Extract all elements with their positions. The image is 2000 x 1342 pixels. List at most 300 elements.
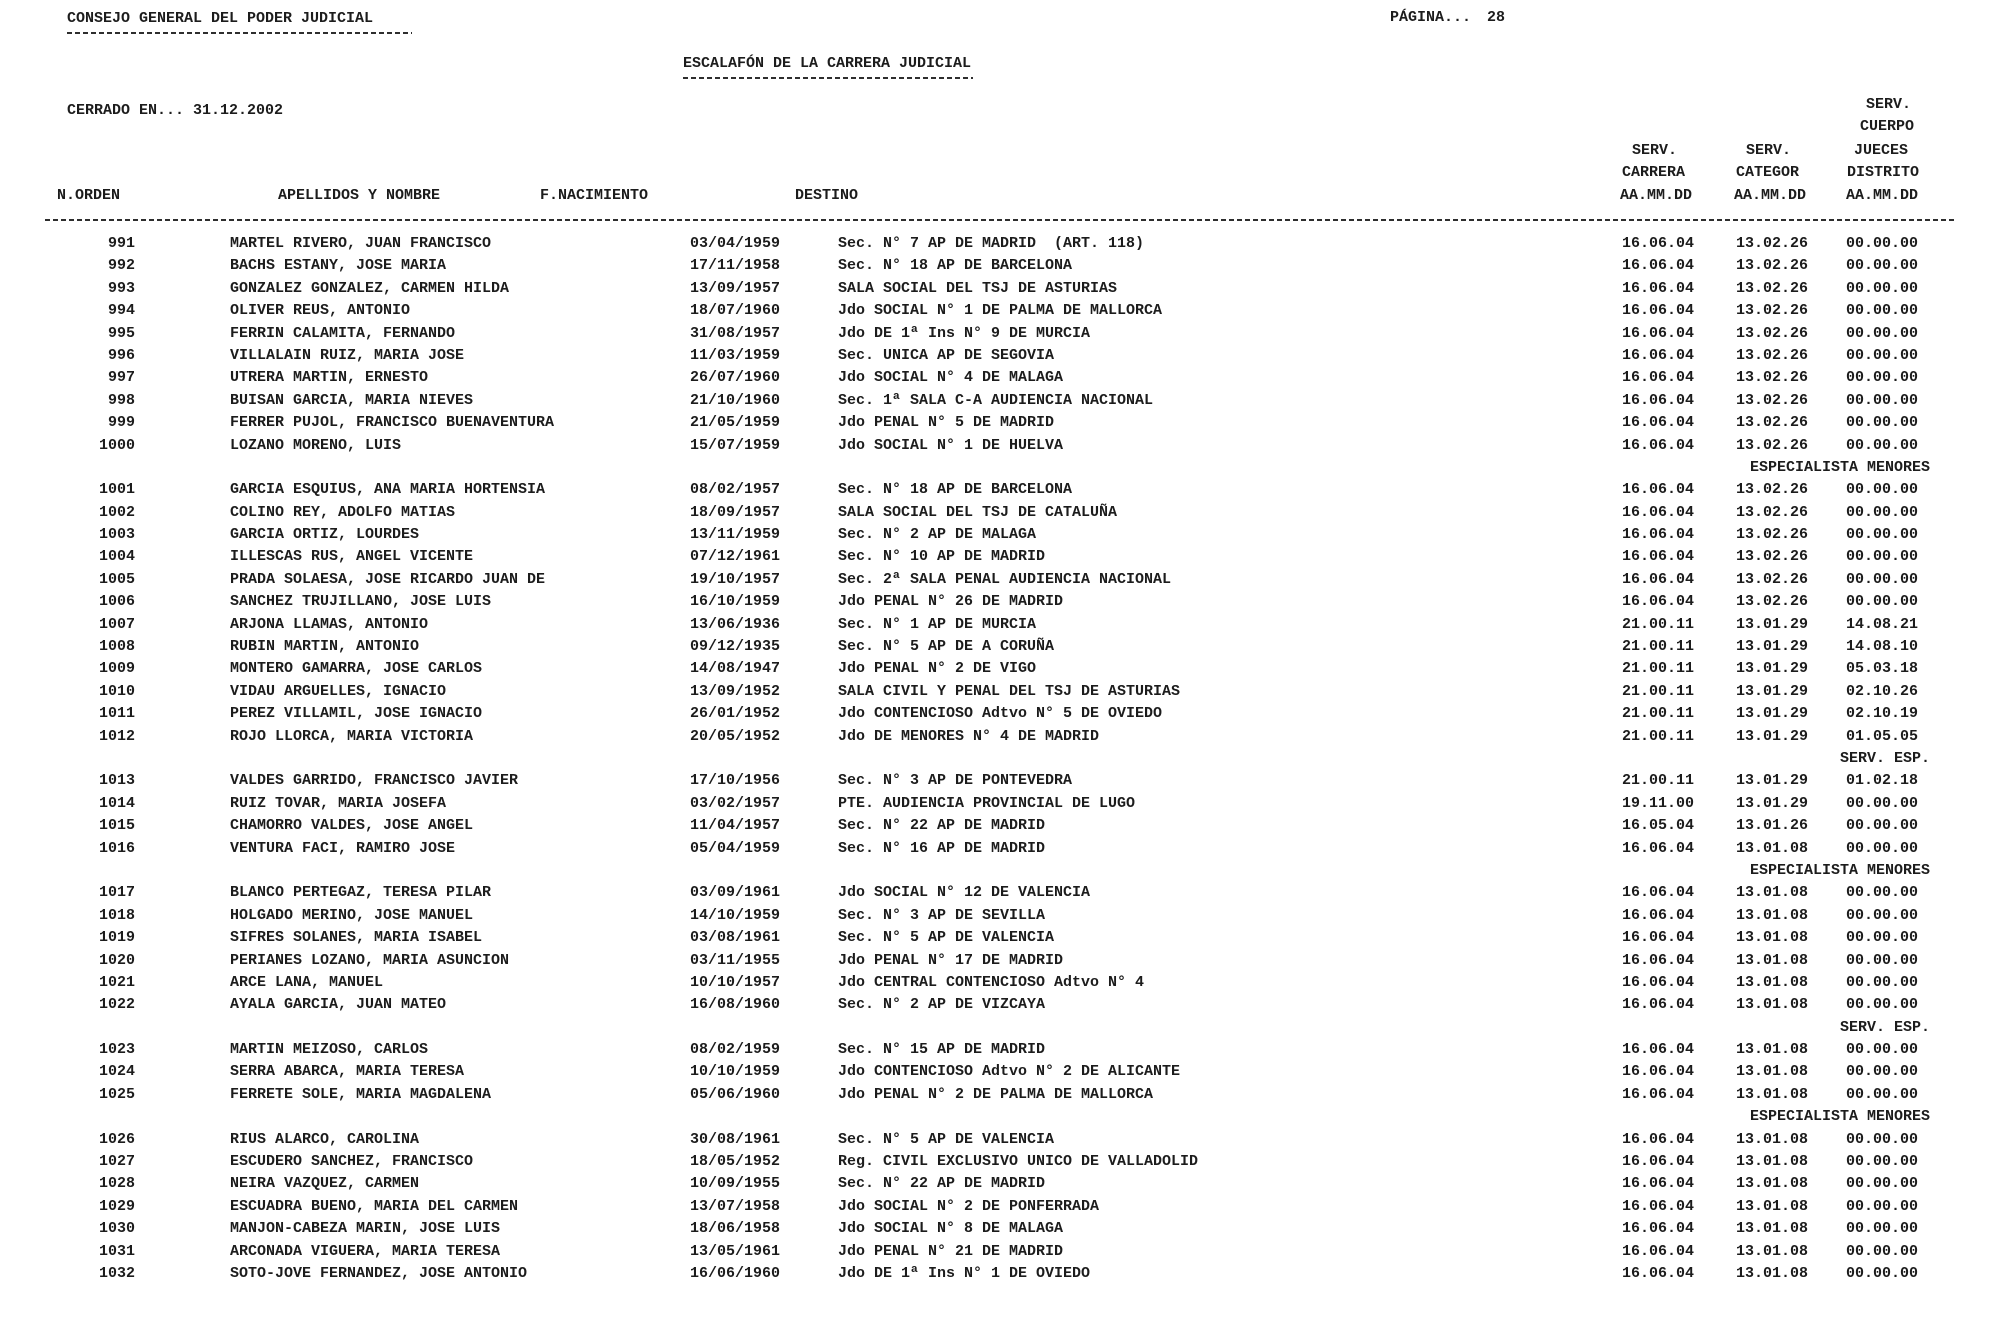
serv-carrera-value: 16.06.04 <box>1622 1220 1695 1238</box>
table-row <box>0 996 2000 1018</box>
col-f-nacimiento-header: F.NACIMIENTO <box>540 187 649 204</box>
group-note: ESPECIALISTA MENORES <box>1749 458 1930 476</box>
order-number: 1013 <box>98 772 135 790</box>
serv-categor-value: 13.01.08 <box>1736 1175 1809 1193</box>
order-number: 1003 <box>98 526 135 544</box>
destination: Sec. 2ª SALA PENAL AUDIENCIA NACIONAL <box>838 570 1172 588</box>
birth-date: 18/06/1958 <box>690 1220 781 1238</box>
serv-distrito-value: 00.00.00 <box>1846 570 1919 588</box>
serv-categor-value: 13.01.08 <box>1736 1197 1809 1215</box>
serv-categor-value: 13.01.08 <box>1736 1153 1809 1171</box>
birth-date: 13/09/1952 <box>690 682 781 700</box>
order-number: 995 <box>107 324 135 342</box>
serv-categor-value: 13.02.26 <box>1736 279 1809 297</box>
destination: Jdo SOCIAL N° 1 DE PALMA DE MALLORCA <box>838 302 1163 320</box>
birth-date: 03/04/1959 <box>690 235 781 252</box>
table-row <box>0 347 2000 369</box>
serv-carrera-value: 21.00.11 <box>1622 615 1695 633</box>
order-number: 993 <box>107 279 135 297</box>
serv-categor-value: 13.01.29 <box>1736 638 1809 656</box>
serv-carrera-value: 16.06.04 <box>1622 1130 1695 1148</box>
destination: Sec. N° 3 AP DE PONTEVEDRA <box>838 772 1073 790</box>
birth-date: 21/05/1959 <box>690 414 781 432</box>
destination: Jdo SOCIAL N° 4 DE MALAGA <box>838 369 1064 387</box>
serv-distrito-value: 00.00.00 <box>1846 235 1919 252</box>
group-note: ESPECIALISTA MENORES <box>1749 1108 1930 1126</box>
destination: Jdo PENAL N° 26 DE MADRID <box>838 593 1064 611</box>
serv-distrito-value: 00.00.00 <box>1846 1175 1919 1193</box>
order-number: 992 <box>107 257 135 275</box>
person-name: ILLESCAS RUS, ANGEL VICENTE <box>230 548 474 566</box>
table-row <box>0 1198 2000 1220</box>
table-row <box>0 392 2000 414</box>
serv-distrito-value: 00.00.00 <box>1846 346 1919 364</box>
serv-distrito-value: 00.00.00 <box>1846 1063 1919 1081</box>
destination: Sec. N° 18 AP DE BARCELONA <box>838 481 1073 499</box>
serv-categor-value: 13.01.08 <box>1736 1242 1809 1260</box>
birth-date: 11/03/1959 <box>690 346 781 364</box>
person-name: SERRA ABARCA, MARIA TERESA <box>230 1063 465 1081</box>
destination: SALA SOCIAL DEL TSJ DE ASTURIAS <box>838 279 1118 297</box>
group-note-row <box>0 1108 2000 1130</box>
person-name: MONTERO GAMARRA, JOSE CARLOS <box>230 660 483 678</box>
birth-date: 13/11/1959 <box>690 526 781 544</box>
serv-distrito-value: 00.00.00 <box>1846 369 1919 387</box>
person-name: PEREZ VILLAMIL, JOSE IGNACIO <box>230 705 483 723</box>
birth-date: 13/05/1961 <box>690 1242 781 1260</box>
table-row <box>0 481 2000 503</box>
birth-date: 26/01/1952 <box>690 705 781 723</box>
serv-carrera-value: 16.06.04 <box>1622 929 1695 947</box>
serv-categor-value: 13.02.26 <box>1736 235 1809 252</box>
serv-categor-value: 13.01.29 <box>1736 615 1809 633</box>
serv-categor-value: 13.01.29 <box>1736 705 1809 723</box>
serv-distrito-value: 00.00.00 <box>1846 1264 1919 1282</box>
destination: Sec. N° 22 AP DE MADRID <box>838 817 1046 835</box>
serv-carrera-value: 16.06.04 <box>1622 1175 1695 1193</box>
table-row <box>0 302 2000 324</box>
table-row <box>0 235 2000 257</box>
table-row <box>0 593 2000 615</box>
birth-date: 14/08/1947 <box>690 660 781 678</box>
serv-carrera-value: 21.00.11 <box>1622 705 1695 723</box>
order-number: 991 <box>107 235 135 252</box>
serv-carrera-value: 21.00.11 <box>1622 682 1695 700</box>
table-row <box>0 369 2000 391</box>
table-row <box>0 683 2000 705</box>
serv-carrera-value: 16.06.04 <box>1622 1063 1695 1081</box>
serv-categor-value: 13.02.26 <box>1736 481 1809 499</box>
col-serv-categor-header-1: SERV. <box>1746 142 1792 159</box>
serv-carrera-value: 16.06.04 <box>1622 1197 1695 1215</box>
serv-carrera-value: 16.06.04 <box>1622 503 1695 521</box>
serv-categor-value: 13.02.26 <box>1736 346 1809 364</box>
birth-date: 15/07/1959 <box>690 436 781 454</box>
col-serv-carrera-header-3: AA.MM.DD <box>1620 187 1693 204</box>
birth-date: 16/08/1960 <box>690 996 781 1014</box>
birth-date: 19/10/1957 <box>690 570 781 588</box>
serv-carrera-value: 16.06.04 <box>1622 996 1695 1014</box>
destination: Sec. UNICA AP DE SEGOVIA <box>838 346 1055 364</box>
birth-date: 10/10/1959 <box>690 1063 781 1081</box>
serv-carrera-value: 21.00.11 <box>1622 660 1695 678</box>
serv-categor-value: 13.01.29 <box>1736 660 1809 678</box>
person-name: SOTO-JOVE FERNANDEZ, JOSE ANTONIO <box>230 1264 528 1282</box>
table-row <box>0 548 2000 570</box>
order-number: 1019 <box>98 929 135 947</box>
serv-categor-value: 13.01.08 <box>1736 996 1809 1014</box>
serv-distrito-value: 05.03.18 <box>1846 660 1919 678</box>
serv-carrera-value: 16.06.04 <box>1622 391 1695 409</box>
birth-date: 05/04/1959 <box>690 839 781 857</box>
person-name: ESCUADRA BUENO, MARIA DEL CARMEN <box>230 1197 519 1215</box>
serv-carrera-value: 16.06.04 <box>1622 1264 1695 1282</box>
serv-distrito-value: 14.08.21 <box>1846 615 1919 633</box>
order-number: 1001 <box>98 481 135 499</box>
table-row <box>0 1175 2000 1197</box>
col-serv-categor-header-2: CATEGOR <box>1736 164 1800 181</box>
serv-categor-value: 13.01.29 <box>1736 772 1809 790</box>
destination: Jdo PENAL N° 5 DE MADRID <box>838 414 1055 432</box>
destination: Jdo SOCIAL N° 8 DE MALAGA <box>838 1220 1064 1238</box>
serv-carrera-value: 16.06.04 <box>1622 436 1695 454</box>
group-note-row <box>0 862 2000 884</box>
group-note: ESPECIALISTA MENORES <box>1749 861 1930 879</box>
person-name: PRADA SOLAESA, JOSE RICARDO JUAN DE <box>230 570 546 588</box>
destination: Jdo CONTENCIOSO Adtvo N° 5 DE OVIEDO <box>838 705 1163 723</box>
birth-date: 31/08/1957 <box>690 324 781 342</box>
table-row <box>0 974 2000 996</box>
destination: Sec. N° 18 AP DE BARCELONA <box>838 257 1073 275</box>
table-row <box>0 571 2000 593</box>
serv-distrito-value: 00.00.00 <box>1846 302 1919 320</box>
table-row <box>0 1131 2000 1153</box>
serv-distrito-value: 00.00.00 <box>1846 526 1919 544</box>
person-name: GONZALEZ GONZALEZ, CARMEN HILDA <box>230 279 510 297</box>
birth-date: 07/12/1961 <box>690 548 781 566</box>
person-name: ESCUDERO SANCHEZ, FRANCISCO <box>230 1153 474 1171</box>
serv-carrera-value: 16.05.04 <box>1622 817 1695 835</box>
person-name: OLIVER REUS, ANTONIO <box>230 302 411 320</box>
serv-distrito-value: 01.05.05 <box>1846 727 1919 745</box>
serv-carrera-value: 16.06.04 <box>1622 1085 1695 1103</box>
destination: Sec. N° 5 AP DE VALENCIA <box>838 929 1055 947</box>
order-number: 1009 <box>98 660 135 678</box>
person-name: BUISAN GARCIA, MARIA NIEVES <box>230 391 474 409</box>
destination: SALA SOCIAL DEL TSJ DE CATALUÑA <box>838 503 1118 521</box>
table-row <box>0 1220 2000 1242</box>
order-number: 1005 <box>98 570 135 588</box>
serv-carrera-value: 16.06.04 <box>1622 526 1695 544</box>
serv-distrito-value: 00.00.00 <box>1846 593 1919 611</box>
person-name: VILLALAIN RUIZ, MARIA JOSE <box>230 346 465 364</box>
table-row <box>0 325 2000 347</box>
serv-distrito-value: 00.00.00 <box>1846 973 1919 991</box>
destination: Sec. N° 22 AP DE MADRID <box>838 1175 1046 1193</box>
serv-carrera-value: 16.06.04 <box>1622 839 1695 857</box>
col-destino-header: DESTINO <box>795 187 859 204</box>
destination: Sec. N° 15 AP DE MADRID <box>838 1041 1046 1059</box>
order-number: 1030 <box>98 1220 135 1238</box>
serv-carrera-value: 16.06.04 <box>1622 1242 1695 1260</box>
serv-categor-value: 13.02.26 <box>1736 548 1809 566</box>
serv-categor-value: 13.01.08 <box>1736 1063 1809 1081</box>
destination: Jdo CONTENCIOSO Adtvo N° 2 DE ALICANTE <box>838 1063 1181 1081</box>
serv-categor-value: 13.02.26 <box>1736 570 1809 588</box>
serv-categor-value: 13.01.08 <box>1736 1041 1809 1059</box>
serv-categor-value: 13.02.26 <box>1736 503 1809 521</box>
person-name: CHAMORRO VALDES, JOSE ANGEL <box>230 817 474 835</box>
table-row <box>0 952 2000 974</box>
serv-carrera-value: 16.06.04 <box>1622 906 1695 924</box>
document-title: ESCALAFÓN DE LA CARRERA JUDICIAL <box>683 55 972 72</box>
serv-categor-value: 13.01.08 <box>1736 1220 1809 1238</box>
order-number: 1011 <box>98 705 135 723</box>
destination: Jdo CENTRAL CONTENCIOSO Adtvo N° 4 <box>838 973 1145 991</box>
birth-date: 13/07/1958 <box>690 1197 781 1215</box>
serv-categor-value: 13.02.26 <box>1736 257 1809 275</box>
serv-distrito-value: 00.00.00 <box>1846 1153 1919 1171</box>
serv-categor-value: 13.01.26 <box>1736 817 1809 835</box>
closed-date-label: CERRADO EN... 31.12.2002 <box>67 102 284 119</box>
destination: Jdo PENAL N° 2 DE VIGO <box>838 660 1037 678</box>
order-number: 1006 <box>98 593 135 611</box>
col-apellidos-header: APELLIDOS Y NOMBRE <box>278 187 441 204</box>
birth-date: 08/02/1957 <box>690 481 781 499</box>
serv-categor-value: 13.01.08 <box>1736 1085 1809 1103</box>
serv-carrera-value: 16.06.04 <box>1622 257 1695 275</box>
org-title: CONSEJO GENERAL DEL PODER JUDICIAL <box>67 10 374 27</box>
order-number: 1008 <box>98 638 135 656</box>
group-note-row <box>0 750 2000 772</box>
serv-distrito-value: 00.00.00 <box>1846 817 1919 835</box>
serv-distrito-value: 00.00.00 <box>1846 929 1919 947</box>
destination: Sec. N° 16 AP DE MADRID <box>838 839 1046 857</box>
serv-distrito-value: 00.00.00 <box>1846 548 1919 566</box>
serv-categor-value: 13.01.29 <box>1736 794 1809 812</box>
person-name: GARCIA ESQUIUS, ANA MARIA HORTENSIA <box>230 481 546 499</box>
order-number: 1028 <box>98 1175 135 1193</box>
destination: Jdo SOCIAL N° 12 DE VALENCIA <box>838 884 1091 902</box>
birth-date: 09/12/1935 <box>690 638 781 656</box>
person-name: PERIANES LOZANO, MARIA ASUNCION <box>230 951 510 969</box>
destination: Sec. N° 3 AP DE SEVILLA <box>838 906 1046 924</box>
person-name: COLINO REY, ADOLFO MATIAS <box>230 503 456 521</box>
birth-date: 10/09/1955 <box>690 1175 781 1193</box>
person-name: AYALA GARCIA, JUAN MATEO <box>230 996 447 1014</box>
destination: Sec. N° 2 AP DE VIZCAYA <box>838 996 1046 1014</box>
table-row <box>0 1243 2000 1265</box>
destination: Sec. N° 5 AP DE VALENCIA <box>838 1130 1055 1148</box>
order-number: 1017 <box>98 884 135 902</box>
order-number: 1024 <box>98 1063 135 1081</box>
destination: Reg. CIVIL EXCLUSIVO UNICO DE VALLADOLID <box>838 1153 1199 1171</box>
order-number: 1002 <box>98 503 135 521</box>
birth-date: 30/08/1961 <box>690 1130 781 1148</box>
birth-date: 16/10/1959 <box>690 593 781 611</box>
serv-carrera-value: 21.00.11 <box>1622 638 1695 656</box>
serv-distrito-value: 00.00.00 <box>1846 1197 1919 1215</box>
serv-distrito-value: 00.00.00 <box>1846 324 1919 342</box>
org-title-underline <box>67 32 412 34</box>
serv-carrera-value: 16.06.04 <box>1622 346 1695 364</box>
table-row <box>0 1041 2000 1063</box>
serv-carrera-value: 16.06.04 <box>1622 235 1695 252</box>
serv-categor-value: 13.01.08 <box>1736 906 1809 924</box>
serv-categor-value: 13.01.08 <box>1736 1130 1809 1148</box>
order-number: 1031 <box>98 1242 135 1260</box>
serv-categor-value: 13.01.08 <box>1736 973 1809 991</box>
birth-date: 03/02/1957 <box>690 794 781 812</box>
person-name: FERRIN CALAMITA, FERNANDO <box>230 324 456 342</box>
order-number: 996 <box>107 346 135 364</box>
person-name: HOLGADO MERINO, JOSE MANUEL <box>230 906 474 924</box>
serv-distrito-value: 14.08.10 <box>1846 638 1919 656</box>
order-number: 1020 <box>98 951 135 969</box>
destination: Sec. N° 1 AP DE MURCIA <box>838 615 1037 633</box>
birth-date: 21/10/1960 <box>690 391 781 409</box>
order-number: 1018 <box>98 906 135 924</box>
destination: Sec. 1ª SALA C-A AUDIENCIA NACIONAL <box>838 391 1154 409</box>
serv-distrito-value: 00.00.00 <box>1846 257 1919 275</box>
serv-carrera-value: 16.06.04 <box>1622 1041 1695 1059</box>
person-name: ROJO LLORCA, MARIA VICTORIA <box>230 727 474 745</box>
serv-categor-value: 13.02.26 <box>1736 369 1809 387</box>
table-row <box>0 504 2000 526</box>
person-name: SANCHEZ TRUJILLANO, JOSE LUIS <box>230 593 492 611</box>
order-number: 1014 <box>98 794 135 812</box>
birth-date: 17/10/1956 <box>690 772 781 790</box>
person-name: VENTURA FACI, RAMIRO JOSE <box>230 839 456 857</box>
col-serv-cuerpo-header-3: JUECES <box>1854 142 1909 159</box>
birth-date: 17/11/1958 <box>690 257 781 275</box>
destination: Jdo DE 1ª Ins N° 1 DE OVIEDO <box>838 1264 1091 1282</box>
table-row <box>0 1153 2000 1175</box>
serv-categor-value: 13.01.29 <box>1736 682 1809 700</box>
serv-distrito-value: 00.00.00 <box>1846 391 1919 409</box>
serv-distrito-value: 00.00.00 <box>1846 436 1919 454</box>
serv-distrito-value: 00.00.00 <box>1846 1242 1919 1260</box>
birth-date: 03/11/1955 <box>690 951 781 969</box>
table-row <box>0 728 2000 750</box>
table-row <box>0 772 2000 794</box>
order-number: 1010 <box>98 682 135 700</box>
serv-categor-value: 13.01.08 <box>1736 884 1809 902</box>
document-title-underline <box>683 77 973 79</box>
birth-date: 13/09/1957 <box>690 279 781 297</box>
group-note-row <box>0 459 2000 481</box>
table-row <box>0 929 2000 951</box>
birth-date: 18/07/1960 <box>690 302 781 320</box>
table-row <box>0 795 2000 817</box>
serv-categor-value: 13.02.26 <box>1736 436 1809 454</box>
table-row <box>0 840 2000 862</box>
order-number: 1021 <box>98 973 135 991</box>
table-row <box>0 907 2000 929</box>
destination: PTE. AUDIENCIA PROVINCIAL DE LUGO <box>838 794 1136 812</box>
serv-distrito-value: 00.00.00 <box>1846 279 1919 297</box>
order-number: 1026 <box>98 1130 135 1148</box>
serv-distrito-value: 00.00.00 <box>1846 839 1919 857</box>
birth-date: 10/10/1957 <box>690 973 781 991</box>
person-name: MARTIN MEIZOSO, CARLOS <box>230 1041 429 1059</box>
person-name: RUIZ TOVAR, MARIA JOSEFA <box>230 794 447 812</box>
serv-carrera-value: 16.06.04 <box>1622 548 1695 566</box>
col-n-orden-header: N.ORDEN <box>57 187 121 204</box>
destination: Sec. N° 5 AP DE A CORUÑA <box>838 638 1055 656</box>
table-row <box>0 414 2000 436</box>
col-serv-cuerpo-header-1: SERV. <box>1866 96 1912 113</box>
serv-distrito-value: 02.10.26 <box>1846 682 1919 700</box>
birth-date: 13/06/1936 <box>690 615 781 633</box>
destination: Jdo PENAL N° 17 DE MADRID <box>838 951 1064 969</box>
serv-categor-value: 13.01.08 <box>1736 839 1809 857</box>
birth-date: 03/09/1961 <box>690 884 781 902</box>
person-name: BACHS ESTANY, JOSE MARIA <box>230 257 447 275</box>
serv-categor-value: 13.01.08 <box>1736 1264 1809 1282</box>
serv-categor-value: 13.01.08 <box>1736 929 1809 947</box>
table-row <box>0 817 2000 839</box>
destination: Jdo PENAL N° 21 DE MADRID <box>838 1242 1064 1260</box>
person-name: RIUS ALARCO, CAROLINA <box>230 1130 420 1148</box>
serv-distrito-value: 01.02.18 <box>1846 772 1919 790</box>
table-row <box>0 280 2000 302</box>
serv-categor-value: 13.01.29 <box>1736 727 1809 745</box>
destination: SALA CIVIL Y PENAL DEL TSJ DE ASTURIAS <box>838 682 1181 700</box>
table-row <box>0 437 2000 459</box>
person-name: VALDES GARRIDO, FRANCISCO JAVIER <box>230 772 519 790</box>
serv-distrito-value: 00.00.00 <box>1846 503 1919 521</box>
destination: Sec. N° 7 AP DE MADRID (ART. 118) <box>838 235 1145 252</box>
table-row <box>0 660 2000 682</box>
table-row <box>0 705 2000 727</box>
table-row <box>0 884 2000 906</box>
person-name: LOZANO MORENO, LUIS <box>230 436 402 454</box>
person-name: ARCE LANA, MANUEL <box>230 973 384 991</box>
person-name: ARJONA LLAMAS, ANTONIO <box>230 615 429 633</box>
order-number: 1007 <box>98 615 135 633</box>
order-number: 1032 <box>98 1264 135 1282</box>
serv-categor-value: 13.02.26 <box>1736 391 1809 409</box>
serv-carrera-value: 16.06.04 <box>1622 369 1695 387</box>
birth-date: 14/10/1959 <box>690 906 781 924</box>
person-name: FERRER PUJOL, FRANCISCO BUENAVENTURA <box>230 414 555 432</box>
order-number: 1027 <box>98 1153 135 1171</box>
serv-distrito-value: 00.00.00 <box>1846 414 1919 432</box>
person-name: NEIRA VAZQUEZ, CARMEN <box>230 1175 420 1193</box>
birth-date: 20/05/1952 <box>690 727 781 745</box>
order-number: 999 <box>107 414 135 432</box>
col-serv-categor-header-3: AA.MM.DD <box>1734 187 1807 204</box>
serv-carrera-value: 16.06.04 <box>1622 1153 1695 1171</box>
destination: Sec. N° 2 AP DE MALAGA <box>838 526 1037 544</box>
table-row <box>0 1265 2000 1287</box>
table-row <box>0 1086 2000 1108</box>
destination: Jdo DE 1ª Ins N° 9 DE MURCIA <box>838 324 1091 342</box>
order-number: 1022 <box>98 996 135 1014</box>
table-row <box>0 257 2000 279</box>
order-number: 1015 <box>98 817 135 835</box>
person-name: FERRETE SOLE, MARIA MAGDALENA <box>230 1085 492 1103</box>
person-name: RUBIN MARTIN, ANTONIO <box>230 638 420 656</box>
serv-carrera-value: 21.00.11 <box>1622 727 1695 745</box>
order-number: 1023 <box>98 1041 135 1059</box>
serv-distrito-value: 00.00.00 <box>1846 996 1919 1014</box>
birth-date: 18/09/1957 <box>690 503 781 521</box>
order-number: 1000 <box>98 436 135 454</box>
col-serv-carrera-header-1: SERV. <box>1632 142 1678 159</box>
person-name: UTRERA MARTIN, ERNESTO <box>230 369 429 387</box>
